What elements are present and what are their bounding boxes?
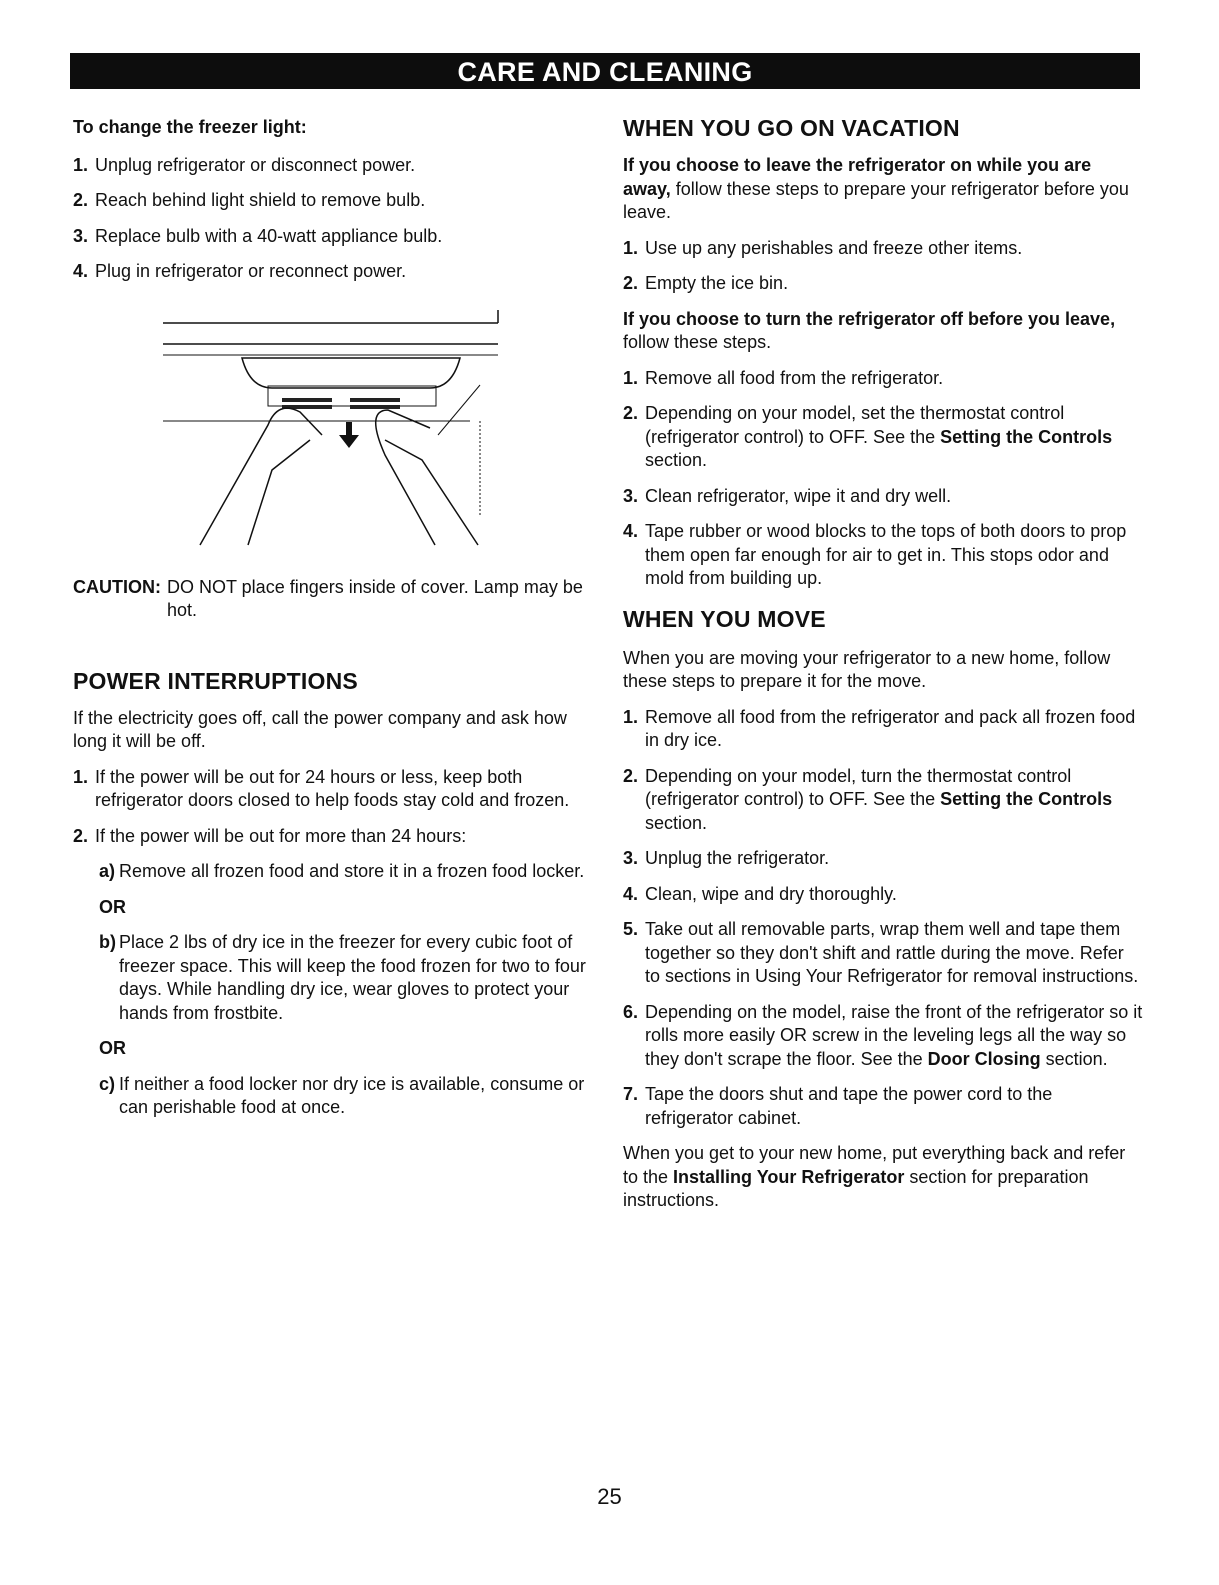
- vacation-off-rest: follow these steps.: [623, 332, 772, 352]
- vacation-on-bold: If you choose to leave the refrigerator on while you are away,: [623, 155, 1092, 199]
- move-outro: [623, 1142, 1143, 1213]
- power-options-b: [73, 931, 588, 1025]
- step-number: 2.: [623, 273, 639, 293]
- step-number: 3.: [73, 225, 89, 246]
- option-text: Remove all frozen food and store it in a frozen food locker.: [119, 861, 585, 881]
- step-text-post: section.: [645, 812, 708, 833]
- step-text: Take out all removable parts, wrap them well and tape them together so they don't shift and rattle during the move. Refer to sections in Using Your Refrigerator for removal instructions.: [645, 919, 1139, 986]
- step-number: 1.: [623, 706, 639, 727]
- step-number: 4.: [623, 883, 639, 904]
- down-arrow-icon: [339, 422, 359, 448]
- step-text: Replace bulb with a 40-watt appliance bulb.: [95, 225, 443, 246]
- step-text: Empty the ice bin.: [645, 273, 789, 293]
- or-separator: OR: [99, 1038, 126, 1058]
- list-item: [623, 1083, 1143, 1130]
- list-item: [623, 402, 1143, 473]
- step-text: Clean, wipe and dry thoroughly.: [645, 883, 897, 904]
- step-text: Unplug refrigerator or disconnect power.: [95, 154, 416, 175]
- page-number: 25: [597, 1484, 622, 1509]
- or-separator: OR: [99, 896, 126, 917]
- list-item: [99, 860, 588, 884]
- move-intro: When you are moving your refrigerator to a new home, follow these steps to prepare it for the move.: [623, 647, 1111, 691]
- left-column: [73, 116, 588, 1120]
- power-interruptions-heading: POWER INTERRUPTIONS: [73, 667, 358, 694]
- step-number: 1.: [623, 237, 639, 258]
- list-item: [73, 825, 588, 849]
- option-letter: b): [99, 932, 116, 952]
- step-text: If the power will be out for 24 hours or less, keep both refrigerator doors closed to help foods stay cold and frozen.: [95, 766, 570, 810]
- vacation-on-intro: [623, 154, 1143, 225]
- step-number: 3.: [623, 485, 639, 506]
- vacation-heading: WHEN YOU GO ON VACATION: [623, 115, 960, 141]
- step-number: 7.: [623, 1084, 639, 1104]
- outro-pre: When you get to your new home, put everything back and refer to the: [623, 1143, 1126, 1187]
- list-item: [73, 260, 588, 284]
- caution-text: DO NOT place fingers inside of cover. Lamp may be hot.: [167, 576, 583, 620]
- list-item: [623, 367, 1143, 391]
- list-item: [623, 847, 1143, 871]
- list-item: [623, 883, 1143, 907]
- list-item: [623, 765, 1143, 836]
- outro-post: section for preparation instructions.: [623, 1166, 1089, 1210]
- step-number: 6.: [623, 1001, 639, 1022]
- list-item: [623, 1001, 1143, 1072]
- step-text-pre: Depending on your model, turn the thermostat control (refrigerator control) to OFF. See the: [645, 765, 1072, 809]
- step-text: Unplug the refrigerator.: [645, 848, 830, 868]
- vacation-off-bold: If you choose to turn the refrigerator off before you leave,: [623, 308, 1116, 329]
- step-text: If the power will be out for more than 24 hours:: [95, 825, 467, 846]
- caution-label: CAUTION:: [73, 576, 161, 597]
- caution-note: [73, 576, 588, 623]
- step-text: Clean refrigerator, wipe it and dry well.: [645, 485, 952, 506]
- list-item: [623, 237, 1143, 261]
- freezer-light-illustration: [160, 300, 505, 555]
- list-item: [73, 189, 588, 213]
- step-number: 1.: [73, 154, 89, 175]
- power-steps: [73, 766, 588, 849]
- move-heading: WHEN YOU MOVE: [623, 605, 826, 632]
- vacation-on-steps: [623, 237, 1143, 296]
- step-text: Tape the doors shut and tape the power cord to the refrigerator cabinet.: [645, 1084, 1053, 1128]
- step-text-pre: Depending on the model, raise the front of the refrigerator so it rolls more easily OR screw in the leveling legs all the way so they don't scrape the floor. See the: [645, 1001, 1143, 1069]
- step-number: 5.: [623, 919, 639, 939]
- list-item: [623, 706, 1143, 753]
- step-text: Reach behind light shield to remove bulb.: [95, 190, 426, 210]
- installing-ref: Installing Your Refrigerator: [673, 1166, 905, 1187]
- list-item: [623, 485, 1143, 509]
- section-banner: CARE AND CLEANING: [70, 53, 1140, 89]
- step-number: 2.: [623, 765, 639, 786]
- setting-controls-ref: Setting the Controls: [940, 789, 1113, 809]
- list-item: [99, 1073, 588, 1120]
- list-item: [73, 766, 588, 813]
- step-number: 2.: [73, 190, 89, 210]
- power-options: [73, 860, 588, 884]
- step-text-post: section.: [645, 450, 708, 470]
- option-text: If neither a food locker nor dry ice is available, consume or can perishable food at once.: [119, 1073, 585, 1117]
- step-number: 3.: [623, 848, 639, 868]
- power-options-c: [73, 1073, 588, 1120]
- vacation-off-steps: [623, 367, 1143, 591]
- door-closing-ref: Door Closing: [927, 1048, 1041, 1069]
- step-text: Plug in refrigerator or reconnect power.: [95, 261, 407, 281]
- list-item: [623, 918, 1143, 989]
- list-item: [623, 272, 1143, 296]
- option-letter: c): [99, 1073, 116, 1094]
- step-number: 2.: [623, 403, 639, 423]
- step-text: Use up any perishables and freeze other items.: [645, 237, 1023, 258]
- power-intro: If the electricity goes off, call the power company and ask how long it will be off.: [73, 707, 567, 751]
- step-text-post: section.: [1040, 1048, 1108, 1069]
- list-item: [73, 225, 588, 249]
- step-text-pre: Depending on your model, set the thermostat control (refrigerator control) to OFF. See the: [645, 403, 1065, 447]
- list-item: [99, 931, 588, 1025]
- freezer-light-steps: [73, 154, 588, 284]
- vacation-off-intro: [623, 308, 1143, 355]
- step-text: Tape rubber or wood blocks to the tops of both doors to prop them open far enough for air to get in. This stops odor and mold from building up.: [645, 521, 1127, 588]
- step-number: 4.: [623, 521, 639, 541]
- setting-controls-ref: Setting the Controls: [940, 426, 1113, 447]
- step-number: 4.: [73, 261, 89, 281]
- vacation-on-rest: follow these steps to prepare your refrigerator before you leave.: [623, 178, 1129, 222]
- option-letter: a): [99, 861, 116, 881]
- move-steps: [623, 706, 1143, 1131]
- list-item: [623, 520, 1143, 591]
- step-text: Remove all food from the refrigerator and pack all frozen food in dry ice.: [645, 706, 1136, 750]
- list-item: [73, 154, 588, 178]
- right-column: [623, 114, 1143, 1213]
- step-text: Remove all food from the refrigerator.: [645, 367, 944, 388]
- freezer-light-heading: To change the freezer light:: [73, 117, 307, 137]
- step-number: 1.: [73, 766, 89, 787]
- step-number: 2.: [73, 825, 89, 846]
- option-text: Place 2 lbs of dry ice in the freezer for every cubic foot of freezer space. This will keep the food frozen for two to four days. While handling dry ice, wear gloves to protect your hands from frostbite.: [119, 932, 586, 1023]
- step-number: 1.: [623, 367, 639, 388]
